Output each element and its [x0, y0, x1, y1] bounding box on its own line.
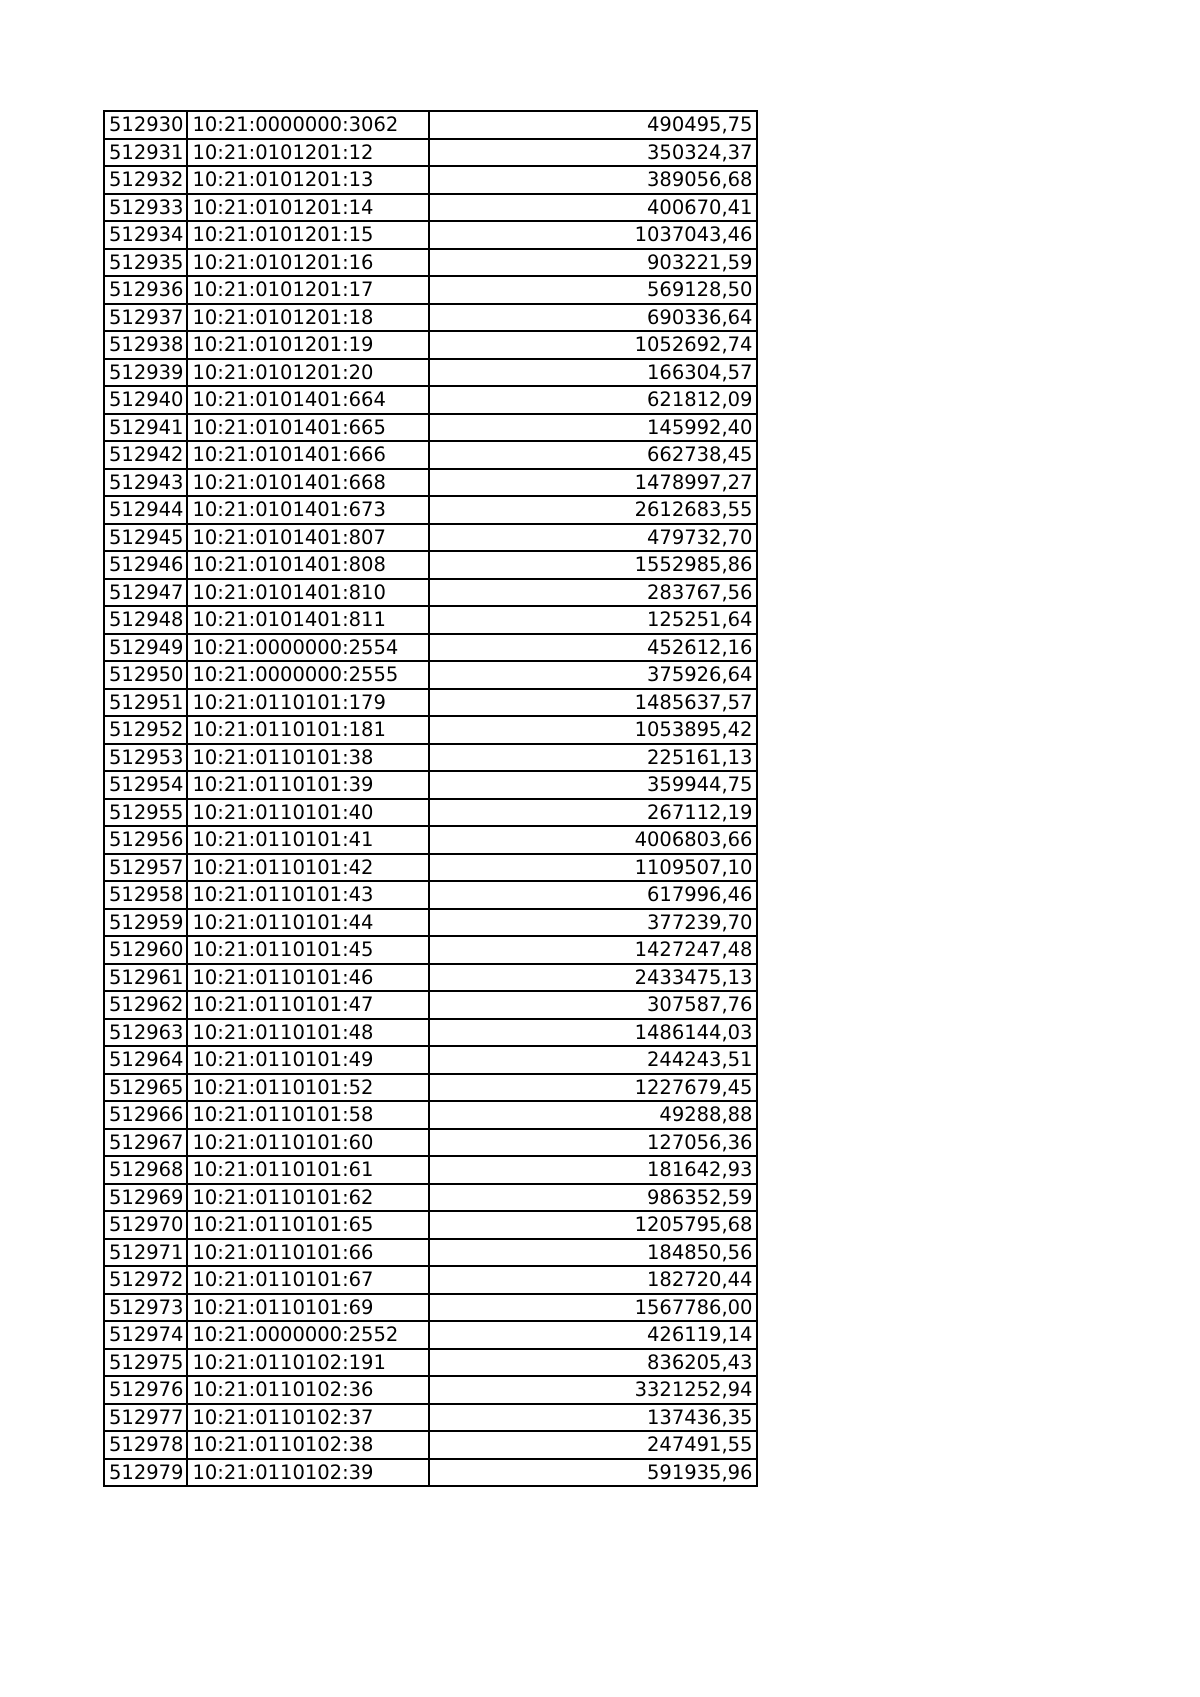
value-cell: 1486144,03: [429, 1019, 757, 1047]
value-cell: 986352,59: [429, 1184, 757, 1212]
row-id-cell: 512933: [104, 194, 187, 222]
table-row: [104, 359, 757, 387]
table-row: [104, 1184, 757, 1212]
table-body: [104, 111, 757, 1486]
table-row: [104, 881, 757, 909]
value-cell: 137436,35: [429, 1404, 757, 1432]
value-cell: 127056,36: [429, 1129, 757, 1157]
row-id-cell: 512968: [104, 1156, 187, 1184]
row-id-cell: 512960: [104, 936, 187, 964]
cadastral-number-cell: 10:21:0101401:807: [187, 524, 429, 552]
table-row: [104, 1349, 757, 1377]
value-cell: 591935,96: [429, 1459, 757, 1487]
value-cell: 283767,56: [429, 579, 757, 607]
value-cell: 350324,37: [429, 139, 757, 167]
table-row: [104, 606, 757, 634]
cadastral-number-cell: 10:21:0101201:14: [187, 194, 429, 222]
row-id-cell: 512964: [104, 1046, 187, 1074]
table-row: [104, 221, 757, 249]
row-id-cell: 512956: [104, 826, 187, 854]
table-row: [104, 414, 757, 442]
cadastral-number-cell: 10:21:0110101:65: [187, 1211, 429, 1239]
value-cell: 1567786,00: [429, 1294, 757, 1322]
row-id-cell: 512961: [104, 964, 187, 992]
table-row: [104, 771, 757, 799]
cadastral-number-cell: 10:21:0110101:38: [187, 744, 429, 772]
cadastral-number-cell: 10:21:0110101:46: [187, 964, 429, 992]
table-row: [104, 166, 757, 194]
row-id-cell: 512930: [104, 111, 187, 139]
row-id-cell: 512966: [104, 1101, 187, 1129]
row-id-cell: 512940: [104, 386, 187, 414]
table-row: [104, 111, 757, 139]
cadastral-number-cell: 10:21:0110102:36: [187, 1376, 429, 1404]
row-id-cell: 512975: [104, 1349, 187, 1377]
table-row: [104, 1376, 757, 1404]
row-id-cell: 512939: [104, 359, 187, 387]
value-cell: 2612683,55: [429, 496, 757, 524]
row-id-cell: 512969: [104, 1184, 187, 1212]
table-row: [104, 991, 757, 1019]
cadastral-number-cell: 10:21:0110101:42: [187, 854, 429, 882]
value-cell: 184850,56: [429, 1239, 757, 1267]
table-row: [104, 936, 757, 964]
cadastral-number-cell: 10:21:0110101:47: [187, 991, 429, 1019]
table-row: [104, 551, 757, 579]
value-cell: 836205,43: [429, 1349, 757, 1377]
table-row: [104, 1046, 757, 1074]
cadastral-number-cell: 10:21:0110101:43: [187, 881, 429, 909]
table-row: [104, 276, 757, 304]
row-id-cell: 512953: [104, 744, 187, 772]
row-id-cell: 512950: [104, 661, 187, 689]
value-cell: 4006803,66: [429, 826, 757, 854]
cadastral-number-cell: 10:21:0110101:62: [187, 1184, 429, 1212]
row-id-cell: 512947: [104, 579, 187, 607]
value-cell: 244243,51: [429, 1046, 757, 1074]
cadastral-number-cell: 10:21:0110101:60: [187, 1129, 429, 1157]
value-cell: 1478997,27: [429, 469, 757, 497]
table-row: [104, 826, 757, 854]
table-row: [104, 1459, 757, 1487]
row-id-cell: 512977: [104, 1404, 187, 1432]
table-row: [104, 964, 757, 992]
cadastral-number-cell: 10:21:0110101:69: [187, 1294, 429, 1322]
cadastral-number-cell: 10:21:0101201:20: [187, 359, 429, 387]
row-id-cell: 512952: [104, 716, 187, 744]
value-cell: 182720,44: [429, 1266, 757, 1294]
cadastral-number-cell: 10:21:0101401:673: [187, 496, 429, 524]
value-cell: 125251,64: [429, 606, 757, 634]
cadastral-number-cell: 10:21:0110102:38: [187, 1431, 429, 1459]
table-row: [104, 854, 757, 882]
value-cell: 3321252,94: [429, 1376, 757, 1404]
row-id-cell: 512957: [104, 854, 187, 882]
value-cell: 426119,14: [429, 1321, 757, 1349]
table-row: [104, 139, 757, 167]
row-id-cell: 512932: [104, 166, 187, 194]
value-cell: 1052692,74: [429, 331, 757, 359]
value-cell: 267112,19: [429, 799, 757, 827]
value-cell: 690336,64: [429, 304, 757, 332]
row-id-cell: 512972: [104, 1266, 187, 1294]
value-cell: 490495,75: [429, 111, 757, 139]
value-cell: 1037043,46: [429, 221, 757, 249]
table-row: [104, 331, 757, 359]
cadastral-number-cell: 10:21:0101201:13: [187, 166, 429, 194]
cadastral-number-cell: 10:21:0110101:179: [187, 689, 429, 717]
value-cell: 247491,55: [429, 1431, 757, 1459]
row-id-cell: 512967: [104, 1129, 187, 1157]
cadastral-number-cell: 10:21:0110101:61: [187, 1156, 429, 1184]
value-cell: 452612,16: [429, 634, 757, 662]
value-cell: 389056,68: [429, 166, 757, 194]
cadastral-number-cell: 10:21:0110101:40: [187, 799, 429, 827]
value-cell: 49288,88: [429, 1101, 757, 1129]
cadastral-number-cell: 10:21:0101201:16: [187, 249, 429, 277]
row-id-cell: 512942: [104, 441, 187, 469]
row-id-cell: 512934: [104, 221, 187, 249]
table-row: [104, 524, 757, 552]
table-row: [104, 1266, 757, 1294]
value-cell: 145992,40: [429, 414, 757, 442]
table-row: [104, 716, 757, 744]
cadastral-number-cell: 10:21:0101401:668: [187, 469, 429, 497]
cadastral-number-cell: 10:21:0110102:39: [187, 1459, 429, 1487]
row-id-cell: 512931: [104, 139, 187, 167]
row-id-cell: 512959: [104, 909, 187, 937]
value-cell: 1205795,68: [429, 1211, 757, 1239]
cadastral-number-cell: 10:21:0101401:664: [187, 386, 429, 414]
cadastral-number-cell: 10:21:0000000:3062: [187, 111, 429, 139]
value-cell: 569128,50: [429, 276, 757, 304]
cadastral-number-cell: 10:21:0000000:2555: [187, 661, 429, 689]
row-id-cell: 512938: [104, 331, 187, 359]
row-id-cell: 512943: [104, 469, 187, 497]
table-row: [104, 909, 757, 937]
row-id-cell: 512935: [104, 249, 187, 277]
value-cell: 903221,59: [429, 249, 757, 277]
table-row: [104, 441, 757, 469]
row-id-cell: 512948: [104, 606, 187, 634]
table-row: [104, 1129, 757, 1157]
value-cell: 377239,70: [429, 909, 757, 937]
value-cell: 617996,46: [429, 881, 757, 909]
cadastral-number-cell: 10:21:0101201:18: [187, 304, 429, 332]
cadastral-number-cell: 10:21:0110101:48: [187, 1019, 429, 1047]
table-row: [104, 194, 757, 222]
row-id-cell: 512955: [104, 799, 187, 827]
table-row: [104, 744, 757, 772]
cadastral-number-cell: 10:21:0110101:181: [187, 716, 429, 744]
value-cell: 1227679,45: [429, 1074, 757, 1102]
cadastral-number-cell: 10:21:0110101:41: [187, 826, 429, 854]
cadastral-number-cell: 10:21:0101201:19: [187, 331, 429, 359]
table-row: [104, 1101, 757, 1129]
cadastral-number-cell: 10:21:0110102:37: [187, 1404, 429, 1432]
table-row: [104, 1239, 757, 1267]
value-cell: 621812,09: [429, 386, 757, 414]
value-cell: 166304,57: [429, 359, 757, 387]
table-row: [104, 304, 757, 332]
table-row: [104, 634, 757, 662]
value-cell: 375926,64: [429, 661, 757, 689]
value-cell: 1053895,42: [429, 716, 757, 744]
cadastral-number-cell: 10:21:0110101:66: [187, 1239, 429, 1267]
value-cell: 400670,41: [429, 194, 757, 222]
table-row: [104, 496, 757, 524]
row-id-cell: 512946: [104, 551, 187, 579]
table-row: [104, 1156, 757, 1184]
table-row: [104, 1404, 757, 1432]
cadastral-number-cell: 10:21:0110101:39: [187, 771, 429, 799]
cadastral-number-cell: 10:21:0101201:12: [187, 139, 429, 167]
value-cell: 1552985,86: [429, 551, 757, 579]
table-row: [104, 1321, 757, 1349]
cadastral-number-cell: 10:21:0101401:665: [187, 414, 429, 442]
row-id-cell: 512949: [104, 634, 187, 662]
cadastral-number-cell: 10:21:0101201:17: [187, 276, 429, 304]
cadastral-number-cell: 10:21:0000000:2554: [187, 634, 429, 662]
value-cell: 181642,93: [429, 1156, 757, 1184]
row-id-cell: 512951: [104, 689, 187, 717]
row-id-cell: 512970: [104, 1211, 187, 1239]
cadastral-number-cell: 10:21:0110101:49: [187, 1046, 429, 1074]
cadastral-number-cell: 10:21:0101201:15: [187, 221, 429, 249]
cadastral-number-cell: 10:21:0110101:52: [187, 1074, 429, 1102]
value-cell: 307587,76: [429, 991, 757, 1019]
value-cell: 1427247,48: [429, 936, 757, 964]
row-id-cell: 512974: [104, 1321, 187, 1349]
cadastral-number-cell: 10:21:0110101:44: [187, 909, 429, 937]
cadastral-number-cell: 10:21:0110101:45: [187, 936, 429, 964]
value-cell: 359944,75: [429, 771, 757, 799]
row-id-cell: 512971: [104, 1239, 187, 1267]
table-row: [104, 1074, 757, 1102]
row-id-cell: 512965: [104, 1074, 187, 1102]
row-id-cell: 512979: [104, 1459, 187, 1487]
row-id-cell: 512962: [104, 991, 187, 1019]
cadastral-number-cell: 10:21:0110102:191: [187, 1349, 429, 1377]
row-id-cell: 512954: [104, 771, 187, 799]
table-row: [104, 1019, 757, 1047]
table-row: [104, 689, 757, 717]
row-id-cell: 512941: [104, 414, 187, 442]
table-row: [104, 1294, 757, 1322]
table-row: [104, 579, 757, 607]
row-id-cell: 512958: [104, 881, 187, 909]
table-row: [104, 1431, 757, 1459]
value-cell: 1485637,57: [429, 689, 757, 717]
value-cell: 479732,70: [429, 524, 757, 552]
value-cell: 662738,45: [429, 441, 757, 469]
row-id-cell: 512963: [104, 1019, 187, 1047]
cadastral-number-cell: 10:21:0110101:67: [187, 1266, 429, 1294]
table-row: [104, 1211, 757, 1239]
row-id-cell: 512976: [104, 1376, 187, 1404]
value-cell: 1109507,10: [429, 854, 757, 882]
cadastral-number-cell: 10:21:0101401:810: [187, 579, 429, 607]
table-row: [104, 661, 757, 689]
row-id-cell: 512945: [104, 524, 187, 552]
table-row: [104, 249, 757, 277]
row-id-cell: 512936: [104, 276, 187, 304]
cadastral-number-cell: 10:21:0101401:811: [187, 606, 429, 634]
row-id-cell: 512937: [104, 304, 187, 332]
cadastral-number-cell: 10:21:0000000:2552: [187, 1321, 429, 1349]
table-row: [104, 799, 757, 827]
cadastral-number-cell: 10:21:0101401:808: [187, 551, 429, 579]
row-id-cell: 512973: [104, 1294, 187, 1322]
data-table: [103, 110, 758, 1487]
value-cell: 225161,13: [429, 744, 757, 772]
cadastral-number-cell: 10:21:0101401:666: [187, 441, 429, 469]
cadastral-number-cell: 10:21:0110101:58: [187, 1101, 429, 1129]
row-id-cell: 512944: [104, 496, 187, 524]
row-id-cell: 512978: [104, 1431, 187, 1459]
table-row: [104, 469, 757, 497]
table-row: [104, 386, 757, 414]
value-cell: 2433475,13: [429, 964, 757, 992]
